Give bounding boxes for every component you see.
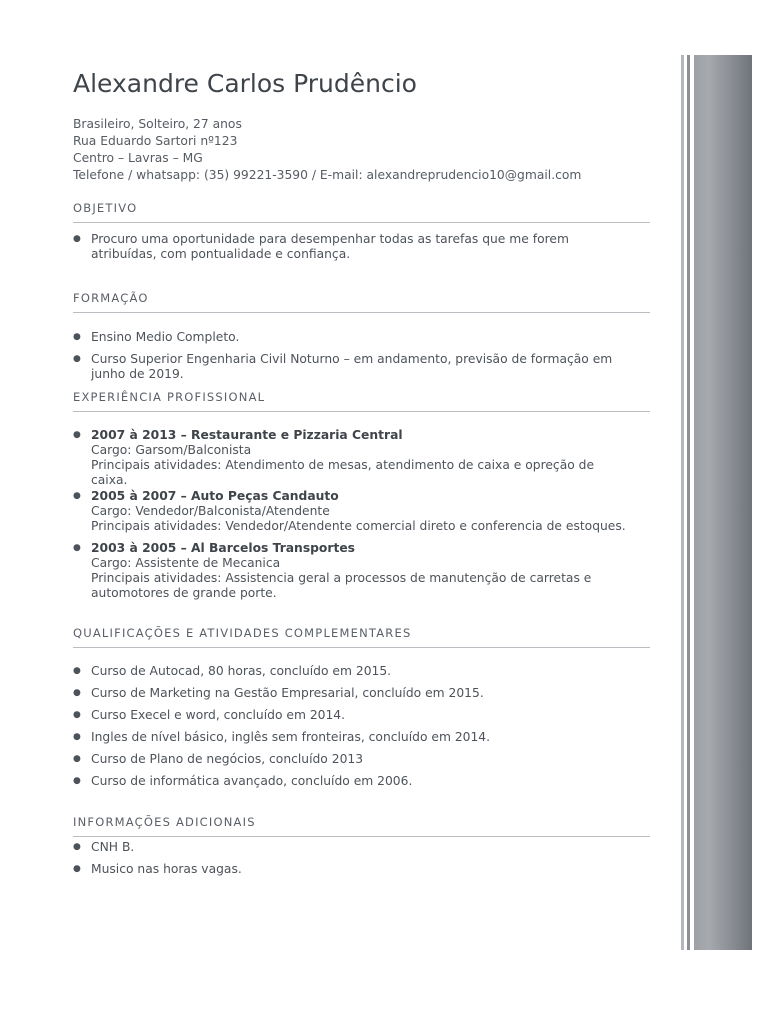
list-item <box>73 330 650 345</box>
bullet-icon: ● <box>73 430 81 440</box>
item-text-line: Principais atividades: Vendedor/Atendente comercial direto e conferencia de estoques. <box>91 519 626 533</box>
item-text-line: Cargo: Vendedor/Balconista/Atendente <box>91 504 330 518</box>
item-text-line: Curso Superior Engenharia Civil Noturno – em andamento, previsão de formação em <box>91 352 613 366</box>
item-text-line: Curso de Plano de negócios, concluído 2013 <box>91 752 364 766</box>
bullet-icon: ● <box>73 234 81 244</box>
qualificacoes-list <box>73 664 650 789</box>
section-title-objetivo: OBJETIVO <box>73 200 650 223</box>
bullet-icon: ● <box>73 710 81 720</box>
personal-info: Brasileiro, Solteiro, 27 anos <box>73 117 242 131</box>
bullet-icon: ● <box>73 491 81 501</box>
resume-document <box>73 66 650 884</box>
item-text-line: Procuro uma oportunidade para desempenhar todas as tarefas que me forem <box>91 232 569 246</box>
section-qualificacoes <box>73 625 650 789</box>
section-title-experiencia: EXPERIÊNCIA PROFISSIONAL <box>73 389 650 412</box>
item-text-line: caixa. <box>91 473 128 487</box>
list-item <box>73 352 650 382</box>
item-text-line: Curso de Autocad, 80 horas, concluído em 2015. <box>91 664 392 678</box>
list-item <box>73 428 650 488</box>
decorative-side-bar <box>694 55 752 950</box>
list-item <box>73 489 650 534</box>
item-text-line: Cargo: Garsom/Balconista <box>91 443 252 457</box>
bullet-icon: ● <box>73 688 81 698</box>
experiencia-list <box>73 428 650 601</box>
list-item <box>73 664 650 679</box>
item-text-line: Musico nas horas vagas. <box>91 862 242 876</box>
phone-email: Telefone / whatsapp: (35) 99221-3590 / E-mail: alexandreprudencio10@gmail.com <box>73 168 582 182</box>
candidate-name: Alexandre Carlos Prudêncio <box>73 69 417 98</box>
street-address: Rua Eduardo Sartori nº123 <box>73 134 238 148</box>
section-adicionais <box>73 814 650 877</box>
list-item <box>73 232 650 262</box>
decorative-border-line-1 <box>681 55 684 950</box>
job-heading: 2007 à 2013 – Restaurante e Pizzaria Central <box>91 428 403 442</box>
list-item <box>73 541 650 601</box>
item-text-line: automotores de grande porte. <box>91 586 277 600</box>
bullet-icon: ● <box>73 864 81 874</box>
contact-info <box>73 116 650 184</box>
bullet-icon: ● <box>73 776 81 786</box>
item-text-line: Curso Execel e word, concluído em 2014. <box>91 708 346 722</box>
objetivo-list <box>73 232 650 262</box>
item-text-line: junho de 2019. <box>91 367 184 381</box>
job-heading: 2005 à 2007 – Auto Peças Candauto <box>91 489 339 503</box>
bullet-icon: ● <box>73 543 81 553</box>
section-title-adicionais: INFORMAÇÕES ADICIONAIS <box>73 814 650 837</box>
list-item <box>73 752 650 767</box>
item-text-line: Cargo: Assistente de Mecanica <box>91 556 281 570</box>
list-item <box>73 840 650 855</box>
bullet-icon: ● <box>73 754 81 764</box>
item-text-line: Ensino Medio Completo. <box>91 330 240 344</box>
section-title-formacao: FORMAÇÃO <box>73 290 650 313</box>
list-item <box>73 730 650 745</box>
job-heading: 2003 à 2005 – Al Barcelos Transportes <box>91 541 355 555</box>
decorative-border-line-2 <box>687 55 690 950</box>
bullet-icon: ● <box>73 354 81 364</box>
section-title-qualificacoes: QUALIFICAÇÕES E ATIVIDADES COMPLEMENTARES <box>73 625 650 648</box>
bullet-icon: ● <box>73 842 81 852</box>
formacao-list <box>73 330 650 382</box>
city-address: Centro – Lavras – MG <box>73 151 203 165</box>
section-experiencia <box>73 389 650 601</box>
list-item <box>73 774 650 789</box>
list-item <box>73 708 650 723</box>
list-item <box>73 862 650 877</box>
list-item <box>73 686 650 701</box>
item-text-line: atribuídas, com pontualidade e confiança. <box>91 247 351 261</box>
item-text-line: Principais atividades: Assistencia geral a processos de manutenção de carretas e <box>91 571 592 585</box>
adicionais-list <box>73 840 650 877</box>
item-text-line: CNH B. <box>91 840 135 854</box>
bullet-icon: ● <box>73 332 81 342</box>
item-text-line: Curso de informática avançado, concluído em 2006. <box>91 774 413 788</box>
section-formacao <box>73 290 650 382</box>
section-objetivo <box>73 200 650 262</box>
bullet-icon: ● <box>73 666 81 676</box>
item-text-line: Curso de Marketing na Gestão Empresarial, concluído em 2015. <box>91 686 484 700</box>
item-text-line: Ingles de nível básico, inglês sem fronteiras, concluído em 2014. <box>91 730 491 744</box>
item-text-line: Principais atividades: Atendimento de mesas, atendimento de caixa e opreção de <box>91 458 595 472</box>
bullet-icon: ● <box>73 732 81 742</box>
